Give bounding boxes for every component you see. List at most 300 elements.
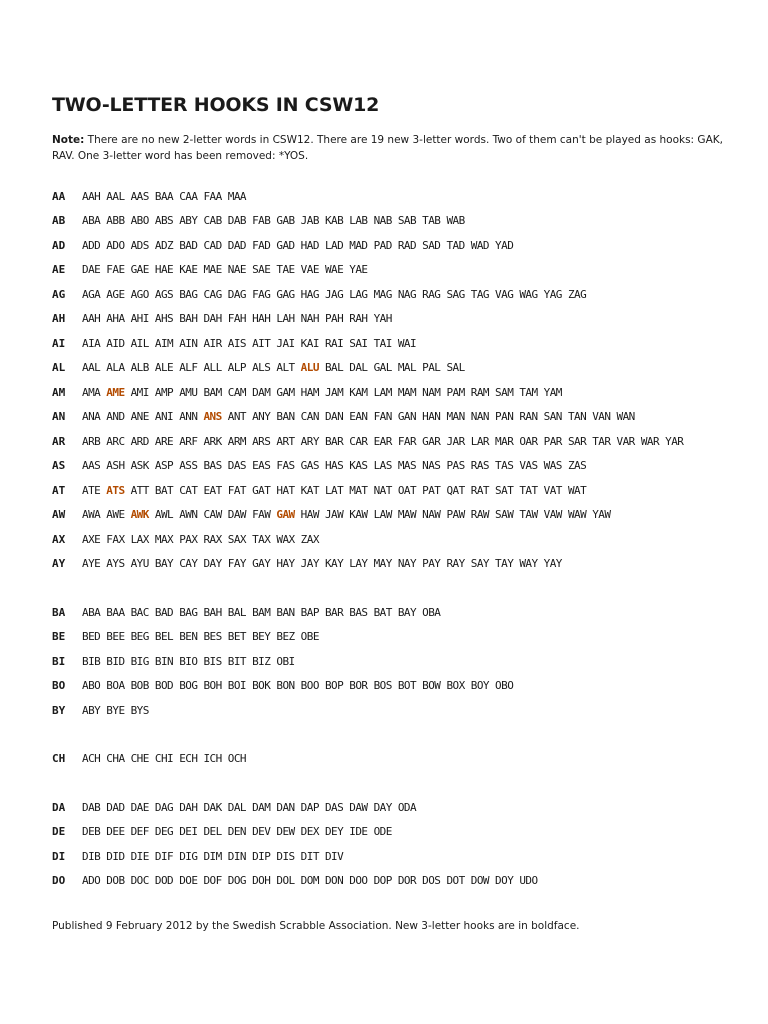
hook-word: DIV <box>324 849 344 863</box>
hook-word: SAD <box>422 238 441 252</box>
hook-word: LAB <box>349 214 368 228</box>
hook-word: GAD <box>276 238 295 252</box>
hook-word: DOG <box>227 874 246 888</box>
two-letter-word: AG <box>52 287 66 301</box>
hook-word: ZAX <box>300 532 319 546</box>
hook-word: BAN <box>276 410 295 424</box>
hook-word: DIN <box>227 849 246 863</box>
hook-word: CAM <box>227 385 246 399</box>
hook-word: BOG <box>179 679 198 693</box>
hook-word: TAY <box>495 557 514 571</box>
hook-word: TAG <box>470 287 489 301</box>
hook-word: DIT <box>300 849 319 863</box>
hook-word: AIS <box>227 336 246 350</box>
hook-word: CHI <box>154 752 174 766</box>
hook-word: GAR <box>422 434 441 448</box>
hook-word: ARC <box>106 434 125 448</box>
hook-word: FAN <box>373 410 392 424</box>
hook-word: DOE <box>179 874 198 888</box>
hook-words <box>82 190 246 203</box>
hook-word: WAI <box>397 336 417 350</box>
hook-word: AYU <box>130 557 149 571</box>
hook-word: ICH <box>203 752 222 766</box>
hook-word: BAG <box>179 605 198 619</box>
hook-word: KAS <box>349 459 368 473</box>
hook-word: DAL <box>349 361 368 375</box>
hook-word: AAS <box>82 459 101 473</box>
two-letter-word: AS <box>52 459 66 473</box>
hook-word: BIZ <box>252 654 271 668</box>
hook-word: DEN <box>227 825 246 839</box>
hook-word: ARK <box>203 434 222 448</box>
hook-word: TAN <box>567 410 587 424</box>
hook-word: ANE <box>130 410 149 424</box>
hook-word: BEG <box>130 630 149 644</box>
two-letter-word: AH <box>52 312 66 326</box>
hook-word: EAN <box>349 410 368 424</box>
hook-group <box>52 747 742 772</box>
hook-word: BAA <box>106 605 125 619</box>
hook-word: BET <box>227 630 246 644</box>
hook-word: KAE <box>179 263 198 277</box>
hook-word: WAT <box>567 483 587 497</box>
hook-word: QAT <box>446 483 465 497</box>
hook-words <box>82 337 416 350</box>
hook-word: MAE <box>203 263 222 277</box>
hook-word: ECH <box>179 752 198 766</box>
hook-word: BAL <box>324 361 344 375</box>
hook-word: ALF <box>179 361 198 375</box>
hook-word: FAD <box>252 238 271 252</box>
two-letter-word: AN <box>52 410 66 424</box>
hook-word: PAW <box>446 508 465 522</box>
hook-words <box>82 679 513 692</box>
two-letter-word: AI <box>52 336 66 350</box>
hook-word: DOL <box>276 874 295 888</box>
hook-group <box>52 795 742 893</box>
hook-word: AGA <box>82 287 101 301</box>
hook-word: DAE <box>130 800 149 814</box>
hook-row <box>52 429 742 454</box>
hook-word: SAB <box>397 214 417 228</box>
hook-row <box>52 600 742 625</box>
hook-word: PAY <box>422 557 441 571</box>
hook-word: TAT <box>519 483 538 497</box>
hook-word: VAG <box>495 287 514 301</box>
hook-word: DAE <box>82 263 101 277</box>
hook-word: DOR <box>397 874 417 888</box>
hook-word: AIT <box>252 336 271 350</box>
hook-word: EAT <box>203 483 222 497</box>
hook-word: BOK <box>252 679 271 693</box>
hook-word: LAM <box>373 385 392 399</box>
hook-word: ARB <box>82 434 101 448</box>
hook-word: YAE <box>349 263 368 277</box>
hook-row <box>52 282 742 307</box>
hook-word: PAN <box>495 410 514 424</box>
hook-word: SAT <box>495 483 514 497</box>
hook-word: NAT <box>373 483 392 497</box>
hook-word: HAD <box>300 238 319 252</box>
hook-word: BEN <box>179 630 198 644</box>
hook-word: DOS <box>422 874 441 888</box>
note-paragraph <box>52 132 742 164</box>
hook-word: ABO <box>130 214 149 228</box>
two-letter-word: AY <box>52 557 66 571</box>
hook-word: ABA <box>82 605 101 619</box>
hook-word: PAH <box>324 312 344 326</box>
hook-word: RAX <box>203 532 222 546</box>
hook-word: GAL <box>373 361 392 375</box>
hook-word: BAR <box>324 434 344 448</box>
hook-word: RAY <box>446 557 465 571</box>
hook-word: KAM <box>349 385 368 399</box>
hook-word: DEE <box>106 825 125 839</box>
hook-word: ARE <box>154 434 174 448</box>
hook-word: CAB <box>203 214 222 228</box>
hook-word: NAH <box>300 312 319 326</box>
hook-word: WAW <box>567 508 587 522</box>
two-letter-word: DA <box>52 800 66 814</box>
hook-word: MAS <box>397 459 417 473</box>
page-title: TWO-LETTER HOOKS IN CSW12 <box>52 94 380 116</box>
two-letter-word: AA <box>52 189 66 203</box>
hook-word: SAW <box>495 508 514 522</box>
hook-word: BOD <box>154 679 174 693</box>
two-letter-word: CH <box>52 752 66 766</box>
hook-word: LAX <box>130 532 149 546</box>
hook-word: BAR <box>324 605 344 619</box>
hook-word: ALB <box>130 361 149 375</box>
hook-word: BYS <box>130 703 149 717</box>
hook-word: AID <box>106 336 125 350</box>
hook-word: TAM <box>519 385 538 399</box>
hook-word: ZAS <box>567 459 587 473</box>
hook-word: ANT <box>227 410 246 424</box>
hook-word: SAR <box>567 434 587 448</box>
hook-word: AAL <box>82 361 101 375</box>
hook-word: YAH <box>373 312 392 326</box>
hook-word: EAR <box>373 434 392 448</box>
hook-words <box>82 263 367 276</box>
hook-word: AXE <box>82 532 101 546</box>
hook-word: PAD <box>373 238 392 252</box>
hook-words <box>82 410 635 423</box>
hook-row <box>52 356 742 381</box>
hook-word: SAL <box>446 361 465 375</box>
hook-word: CHE <box>130 752 149 766</box>
hook-word: DOO <box>349 874 368 888</box>
hook-word: CAY <box>179 557 198 571</box>
hook-word: DOY <box>495 874 514 888</box>
hook-word: ARY <box>300 434 319 448</box>
hook-word: FAG <box>252 287 271 301</box>
hook-word: TAE <box>276 263 295 277</box>
hook-words <box>82 874 538 887</box>
hook-word: YAM <box>543 385 562 399</box>
hook-word: BOP <box>324 679 344 693</box>
hook-word: MAN <box>446 410 465 424</box>
hook-word: MAY <box>373 557 392 571</box>
hook-word: TAD <box>446 238 465 252</box>
hook-word: DIG <box>179 849 198 863</box>
hook-word: OAR <box>519 434 538 448</box>
two-letter-word: DO <box>52 874 66 888</box>
hook-word: WAX <box>276 532 295 546</box>
hook-word: HAS <box>324 459 344 473</box>
hook-word: YAY <box>543 557 562 571</box>
hook-word: JAR <box>446 434 465 448</box>
hook-word: DIS <box>276 849 295 863</box>
hook-word: DIE <box>130 849 149 863</box>
hook-word: DEY <box>324 825 344 839</box>
hook-word: PAR <box>543 434 562 448</box>
hook-row <box>52 795 742 820</box>
hook-word: FAY <box>227 557 246 571</box>
hook-word: BAL <box>227 605 246 619</box>
hook-word: AWN <box>179 508 198 522</box>
hook-word: BAM <box>203 385 222 399</box>
hook-word: RAN <box>519 410 538 424</box>
hook-word: VAN <box>592 410 611 424</box>
hook-word: ANN <box>179 410 198 424</box>
hook-word: DEB <box>82 825 101 839</box>
hook-word: JAI <box>276 336 295 350</box>
hook-word: DAS <box>227 459 246 473</box>
hook-word: NAN <box>470 410 489 424</box>
hook-word: RAH <box>349 312 368 326</box>
hook-word: BIT <box>227 654 246 668</box>
hook-row <box>52 503 742 528</box>
hook-word: DAM <box>252 800 271 814</box>
hook-words <box>82 361 465 374</box>
hook-word: ARD <box>130 434 149 448</box>
hook-word: GAN <box>397 410 417 424</box>
hook-word: KAI <box>300 336 319 350</box>
hook-word: AIA <box>82 336 101 350</box>
hook-word: NAE <box>227 263 246 277</box>
two-letter-word: AW <box>52 508 66 522</box>
hook-group <box>52 184 742 576</box>
hook-words <box>82 704 149 717</box>
hook-word: MAL <box>397 361 417 375</box>
hook-word: AAH <box>82 189 101 203</box>
hook-word: UDO <box>519 874 538 888</box>
hook-word: YAD <box>495 238 514 252</box>
hook-word: HAM <box>300 385 319 399</box>
hook-word: AWE <box>106 508 125 522</box>
new-hook-word: ALU <box>300 361 319 375</box>
hook-word: DEF <box>130 825 149 839</box>
hook-words <box>82 484 586 497</box>
hook-word: PAM <box>446 385 465 399</box>
hooks-list <box>52 184 742 893</box>
hook-word: NAM <box>422 385 441 399</box>
hook-word: DIB <box>82 849 101 863</box>
hook-word: LAD <box>324 238 344 252</box>
hook-word: BOO <box>300 679 319 693</box>
hook-word: DEW <box>276 825 295 839</box>
hook-word: RAW <box>470 508 489 522</box>
hook-word: BYE <box>106 703 125 717</box>
hook-word: RAT <box>470 483 489 497</box>
hook-word: ALA <box>106 361 125 375</box>
hook-word: CAW <box>203 508 222 522</box>
hook-word: DIF <box>154 849 174 863</box>
hook-word: BAS <box>349 605 368 619</box>
hook-word: DAW <box>227 508 246 522</box>
hook-word: ADD <box>82 238 101 252</box>
hook-word: DAK <box>203 800 222 814</box>
hook-word: DAG <box>154 800 174 814</box>
hook-word: KAB <box>324 214 344 228</box>
hook-word: NAG <box>397 287 417 301</box>
hook-word: WAD <box>470 238 489 252</box>
hook-word: ADO <box>82 874 101 888</box>
hook-words <box>82 459 586 472</box>
hook-word: GAT <box>252 483 271 497</box>
hook-word: ASP <box>154 459 174 473</box>
hook-word: GAG <box>276 287 295 301</box>
footer-note: Published 9 February 2012 by the Swedish Scrabble Association. New 3-letter hooks are in boldface. <box>52 920 580 932</box>
hook-word: ABB <box>106 214 125 228</box>
hook-row <box>52 209 742 234</box>
hook-words <box>82 752 246 765</box>
hook-word: ANI <box>154 410 174 424</box>
hook-word: FAB <box>252 214 271 228</box>
hook-word: AWL <box>154 508 174 522</box>
hook-word: ARM <box>227 434 246 448</box>
hook-word: BOW <box>422 679 441 693</box>
hook-word: CHA <box>106 752 125 766</box>
hook-word: ACH <box>82 752 101 766</box>
hook-row <box>52 454 742 479</box>
hook-word: WAS <box>543 459 562 473</box>
hook-word: SAM <box>495 385 514 399</box>
hook-word: DID <box>106 849 125 863</box>
hook-word: JAM <box>324 385 344 399</box>
hook-row <box>52 331 742 356</box>
hook-word: CAT <box>179 483 198 497</box>
hook-word: OBO <box>495 679 514 693</box>
hook-word: DAM <box>252 385 271 399</box>
hook-word: DAG <box>227 287 246 301</box>
hook-word: ANY <box>252 410 271 424</box>
hook-word: ADZ <box>154 238 174 252</box>
hook-row <box>52 380 742 405</box>
hook-word: AMA <box>82 385 101 399</box>
note-text: There are no new 2-letter words in CSW12. There are 19 new 3-letter words. Two of them can't be played as hooks: GAK, RAV. One 3-letter word has been removed: *YOS. <box>52 134 723 162</box>
hook-word: NAY <box>397 557 417 571</box>
hook-word: DAD <box>106 800 125 814</box>
hook-word: AYS <box>106 557 125 571</box>
hook-word: BAD <box>154 605 174 619</box>
hook-word: WAR <box>640 434 660 448</box>
hook-word: CAG <box>203 287 222 301</box>
hook-word: KAT <box>300 483 319 497</box>
hook-word: LAW <box>373 508 392 522</box>
hook-word: BIG <box>130 654 149 668</box>
hook-row <box>52 649 742 674</box>
hook-word: DOD <box>154 874 174 888</box>
hook-word: BEL <box>154 630 174 644</box>
hook-word: MAT <box>349 483 368 497</box>
new-hook-word: GAW <box>276 508 295 522</box>
hook-word: ART <box>276 434 295 448</box>
hook-word: BOA <box>106 679 125 693</box>
hook-word: MAA <box>227 189 246 203</box>
hook-word: FAA <box>203 189 222 203</box>
hook-word: DEG <box>154 825 174 839</box>
new-hook-word: AME <box>106 385 125 399</box>
hook-word: CAR <box>349 434 368 448</box>
hook-word: AAL <box>106 189 125 203</box>
hook-word: GAM <box>276 385 295 399</box>
hook-word: FAS <box>276 459 295 473</box>
new-hook-word: AWK <box>130 508 149 522</box>
hook-word: HAG <box>300 287 319 301</box>
hook-word: ATE <box>82 483 101 497</box>
hook-word: AAS <box>130 189 149 203</box>
hook-word: BIS <box>203 654 222 668</box>
hook-word: WAG <box>519 287 538 301</box>
hook-word: FAX <box>106 532 125 546</box>
hook-row <box>52 184 742 209</box>
hook-word: PAX <box>179 532 198 546</box>
hook-word: TAB <box>422 214 441 228</box>
hook-word: DAD <box>227 238 246 252</box>
hook-row <box>52 478 742 503</box>
hook-word: LAR <box>470 434 489 448</box>
hook-word: ATT <box>130 483 149 497</box>
hook-word: DEX <box>300 825 319 839</box>
hook-word: BAP <box>300 605 319 619</box>
hook-word: DIM <box>203 849 222 863</box>
hook-word: BIN <box>154 654 174 668</box>
hook-word: CAN <box>300 410 319 424</box>
hook-word: JAY <box>300 557 319 571</box>
hook-word: LAG <box>349 287 368 301</box>
hook-words <box>82 825 392 838</box>
hook-word: OCH <box>227 752 246 766</box>
hook-word: FAH <box>227 312 246 326</box>
hook-word: TAS <box>495 459 514 473</box>
hook-word: LAY <box>349 557 368 571</box>
hook-word: BAT <box>373 605 392 619</box>
hook-word: BOR <box>349 679 368 693</box>
hook-words <box>82 606 440 619</box>
hook-word: DAH <box>203 312 222 326</box>
hook-word: YAR <box>665 434 684 448</box>
hook-word: DOH <box>252 874 271 888</box>
hook-word: BAD <box>179 238 198 252</box>
hook-word: BOT <box>397 679 417 693</box>
hook-words <box>82 435 683 448</box>
hook-word: VAW <box>543 508 562 522</box>
hook-word: TAI <box>373 336 392 350</box>
hook-word: ANA <box>82 410 101 424</box>
hook-word: DAB <box>227 214 246 228</box>
hook-word: ABO <box>82 679 101 693</box>
hook-word: GAB <box>276 214 295 228</box>
hook-words <box>82 630 319 643</box>
hook-word: RAS <box>470 459 489 473</box>
hook-word: BAH <box>203 605 222 619</box>
hook-word: ALS <box>252 361 271 375</box>
hook-row <box>52 233 742 258</box>
hook-words <box>82 850 343 863</box>
hook-word: AYE <box>82 557 101 571</box>
